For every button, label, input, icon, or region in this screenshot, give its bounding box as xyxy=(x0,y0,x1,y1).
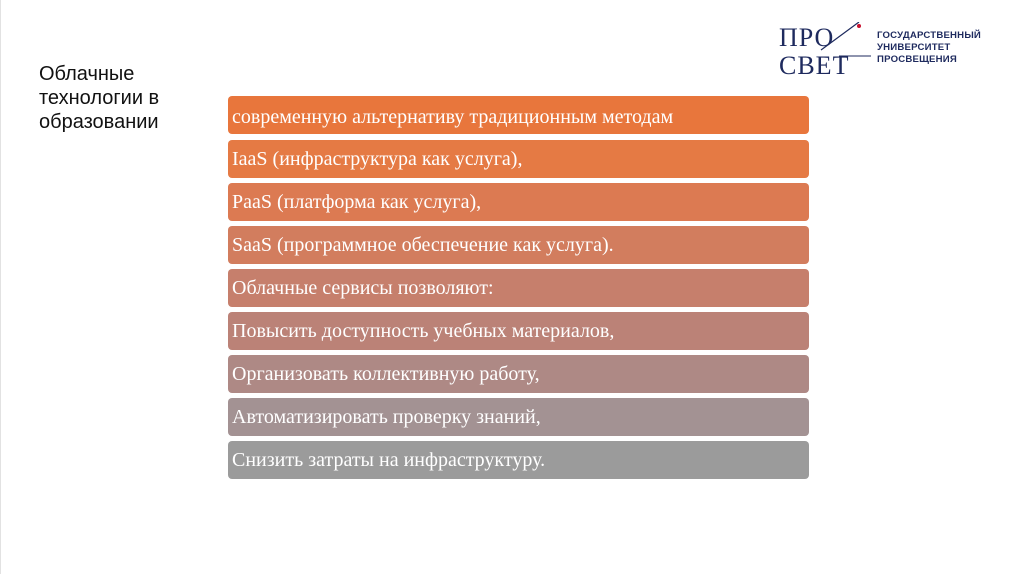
list-item-text: Снизить затраты на инфраструктуру. xyxy=(232,449,546,471)
logo-text xyxy=(877,30,981,66)
list-item xyxy=(228,140,809,178)
logo-text-line: ПРОСВЕЩЕНИЯ xyxy=(877,54,957,65)
list-item xyxy=(228,398,809,436)
logo-text-line: УНИВЕРСИТЕТ xyxy=(877,42,951,53)
list-item-text: IaaS (инфраструктура как услуга), xyxy=(232,148,523,170)
prosvet-logo-mark xyxy=(779,22,871,78)
slide-title-line: Облачные xyxy=(39,63,135,85)
list-item-text: SaaS (программное обеспечение как услуга). xyxy=(232,234,614,256)
list-item xyxy=(228,226,809,264)
list-item xyxy=(228,312,809,350)
logo-text-line: ГОСУДАРСТВЕННЫЙ xyxy=(877,30,982,41)
slide-title-line: технологии в xyxy=(39,87,160,109)
list-item-text: Организовать коллективную работу, xyxy=(232,363,540,385)
list-item xyxy=(228,355,809,393)
university-logo xyxy=(779,18,982,80)
list-item xyxy=(228,183,809,221)
slide-title xyxy=(39,62,209,134)
list-item-text: современную альтернативу традиционным методам xyxy=(232,106,674,128)
svg-text:СВЕТ: СВЕТ xyxy=(779,51,850,78)
svg-text:ПРО: ПРО xyxy=(779,23,835,52)
list-item-text: PaaS (платформа как услуга), xyxy=(232,191,482,213)
list-item xyxy=(228,269,809,307)
list-item-text: Облачные сервисы позволяют: xyxy=(232,277,494,299)
list-item-text: Повысить доступность учебных материалов, xyxy=(232,320,615,342)
list-item xyxy=(228,96,809,134)
slide-title-line: образовании xyxy=(39,111,159,133)
list-item-text: Автоматизировать проверку знаний, xyxy=(232,406,541,428)
list-item xyxy=(228,441,809,479)
